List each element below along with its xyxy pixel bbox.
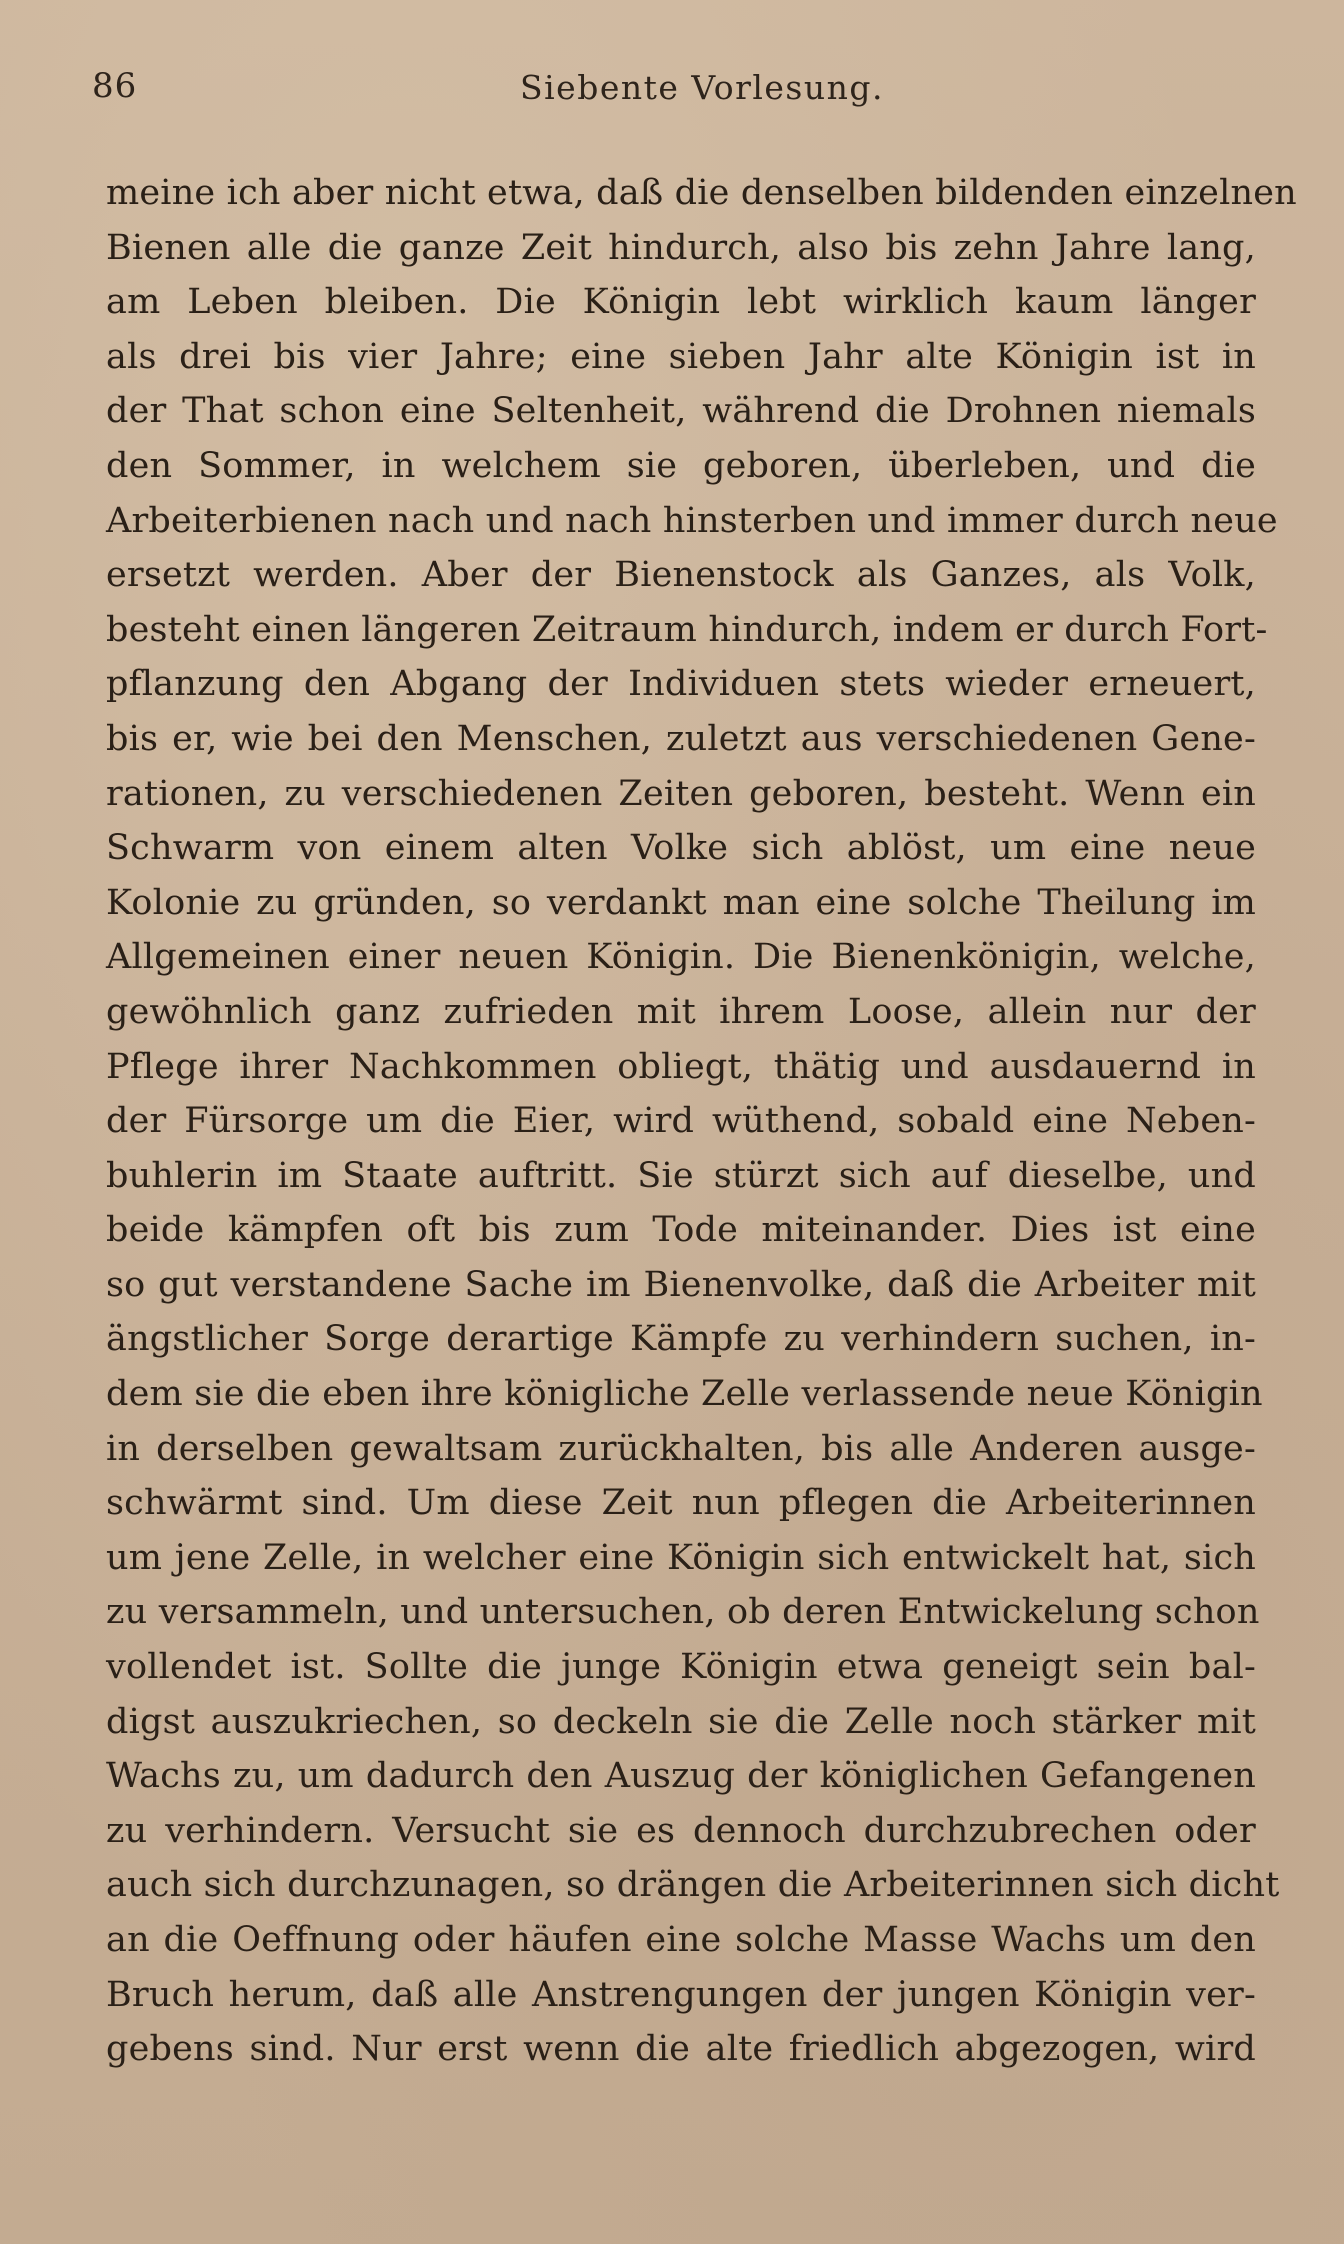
text-line: buhlerin im Staate auftritt. Sie stürzt sich auf dieselbe, und [106, 1155, 1256, 1196]
text-line: Bruch herum, daß alle Anstrengungen der jungen Königin ver- [106, 1974, 1256, 2015]
text-line: Kolonie zu gründen, so verdankt man eine solche Theilung im [106, 882, 1256, 923]
page-number: 86 [92, 66, 138, 106]
text-line: den Sommer, in welchem sie geboren, überleben, und die [106, 445, 1256, 486]
text-line: meine ich aber nicht etwa, daß die denselben bildenden einzelnen [106, 173, 1297, 213]
body-text [106, 166, 1297, 2077]
text-line: der That schon eine Seltenheit, während die Drohnen niemals [106, 391, 1256, 432]
text-line: rationen, zu verschiedenen Zeiten geboren, besteht. Wenn ein [106, 773, 1256, 814]
text-line: beide kämpfen oft bis zum Tode miteinander. Dies ist eine [106, 1210, 1256, 1251]
text-line: Arbeiterbienen nach und nach hinsterben und immer durch neue [106, 500, 1278, 541]
text-line: in derselben gewaltsam zurückhalten, bis alle Anderen ausge- [106, 1428, 1256, 1469]
text-line: um jene Zelle, in welcher eine Königin sich entwickelt hat, sich [106, 1537, 1256, 1578]
text-line: pflanzung den Abgang der Individuen stets wieder erneuert, [106, 664, 1256, 705]
text-line: bis er, wie bei den Menschen, zuletzt aus verschiedenen Gene- [106, 718, 1256, 759]
text-line: an die Oeffnung oder häufen eine solche Masse Wachs um den [106, 1920, 1256, 1960]
text-line: gebens sind. Nur erst wenn die alte friedlich abgezogen, wird [106, 2029, 1256, 2070]
text-line: ersetzt werden. Aber der Bienenstock als Ganzes, als Volk, [106, 555, 1256, 596]
text-line: digst auszukriechen, so deckeln sie die Zelle noch stärker mit [106, 1701, 1256, 1742]
text-line: Allgemeinen einer neuen Königin. Die Bienenkönigin, welche, [106, 937, 1256, 978]
text-line: Schwarm von einem alten Volke sich ablöst, um eine neue [106, 828, 1256, 869]
page-header [0, 62, 1344, 122]
text-line: Bienen alle die ganze Zeit hindurch, also bis zehn Jahre lang, [106, 227, 1256, 268]
text-line: gewöhnlich ganz zufrieden mit ihrem Loose, allein nur der [106, 991, 1256, 1032]
text-line: als drei bis vier Jahre; eine sieben Jahr alte Königin ist in [106, 336, 1256, 377]
text-line: so gut verstandene Sache im Bienenvolke, daß die Arbeiter mit [106, 1264, 1256, 1305]
text-line: am Leben bleiben. Die Königin lebt wirklich kaum länger [106, 282, 1256, 323]
text-line: zu verhindern. Versucht sie es dennoch durchzubrechen oder [106, 1810, 1256, 1851]
text-line: zu versammeln, und untersuchen, ob deren Entwickelung schon [106, 1592, 1260, 1633]
text-line: vollendet ist. Sollte die junge Königin etwa geneigt sein bal- [106, 1647, 1256, 1688]
text-line: der Fürsorge um die Eier, wird wüthend, sobald eine Neben- [106, 1101, 1256, 1142]
running-head: Siebente Vorlesung. [520, 68, 884, 107]
text-line: schwärmt sind. Um diese Zeit nun pflegen die Arbeiterinnen [106, 1483, 1256, 1524]
text-line: besteht einen längeren Zeitraum hindurch, indem er durch Fort- [106, 609, 1268, 650]
text-line: Wachs zu, um dadurch den Auszug der königlichen Gefangenen [106, 1756, 1256, 1797]
text-line: Pflege ihrer Nachkommen obliegt, thätig und ausdauernd in [106, 1046, 1256, 1087]
text-line: ängstlicher Sorge derartige Kämpfe zu verhindern suchen, in- [106, 1319, 1256, 1360]
text-line: dem sie die eben ihre königliche Zelle verlassende neue Königin [106, 1374, 1263, 1415]
text-line: auch sich durchzunagen, so drängen die Arbeiterinnen sich dicht [106, 1865, 1280, 1906]
